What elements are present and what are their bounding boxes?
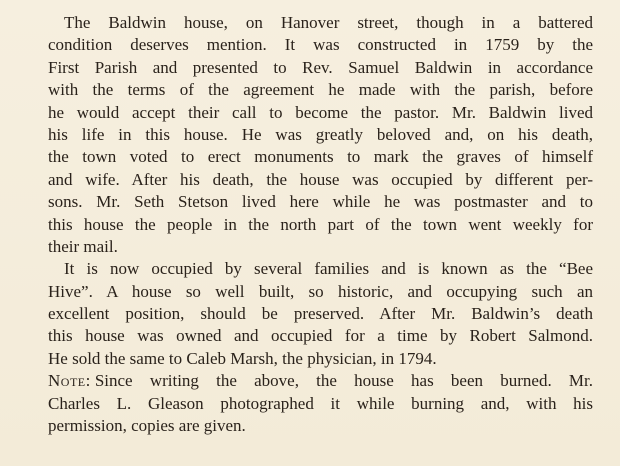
- text-line: he would accept their call to become the pastor. Mr. Baldwin lived: [48, 102, 593, 122]
- text-line: this house was owned and occupied for a time by Robert Salmond.: [48, 326, 593, 346]
- note-first-line: [48, 370, 593, 392]
- text-line: this house the people in the north part of the town went weekly for: [48, 214, 593, 234]
- text-line: Hive”. A house so well built, so historic, and occupying such an: [48, 281, 593, 301]
- text-line: The Baldwin house, on Hanover street, though in a battered: [64, 13, 593, 32]
- text-line: their mail.: [48, 236, 118, 256]
- text-line: his life in this house. He was greatly beloved and, on his death,: [48, 124, 593, 144]
- paragraph-baldwin-house: [48, 12, 593, 258]
- text-line: Since writing the above, the house has been burned. Mr.: [94, 371, 593, 391]
- document-text: [48, 12, 593, 437]
- text-line: and wife. After his death, the house was occupied by different per-: [48, 169, 593, 189]
- text-line: He sold the same to Caleb Marsh, the physician, in 1794.: [48, 348, 437, 368]
- text-line: condition deserves mention. It was constructed in 1759 by the: [48, 35, 593, 55]
- text-line: Charles L. Gleason photographed it while burning and, with his: [48, 393, 593, 413]
- text-line: It is now occupied by several families and is known as the “Bee: [64, 259, 593, 279]
- text-line: the town voted to erect monuments to mark the graves of himself: [48, 147, 593, 167]
- paragraph-bee-hive: [48, 258, 593, 370]
- paragraph-note: [48, 370, 593, 437]
- text-line: sons. Mr. Seth Stetson lived here while he was postmaster and to: [48, 192, 593, 212]
- text-line: with the terms of the agreement he made with the parish, before: [48, 80, 593, 100]
- text-line: First Parish and presented to Rev. Samuel Baldwin in accordance: [48, 57, 593, 77]
- text-line: excellent position, should be preserved. After Mr. Baldwin’s death: [48, 304, 593, 324]
- text-line: permission, copies are given.: [48, 416, 246, 436]
- note-label: Note:: [48, 371, 91, 391]
